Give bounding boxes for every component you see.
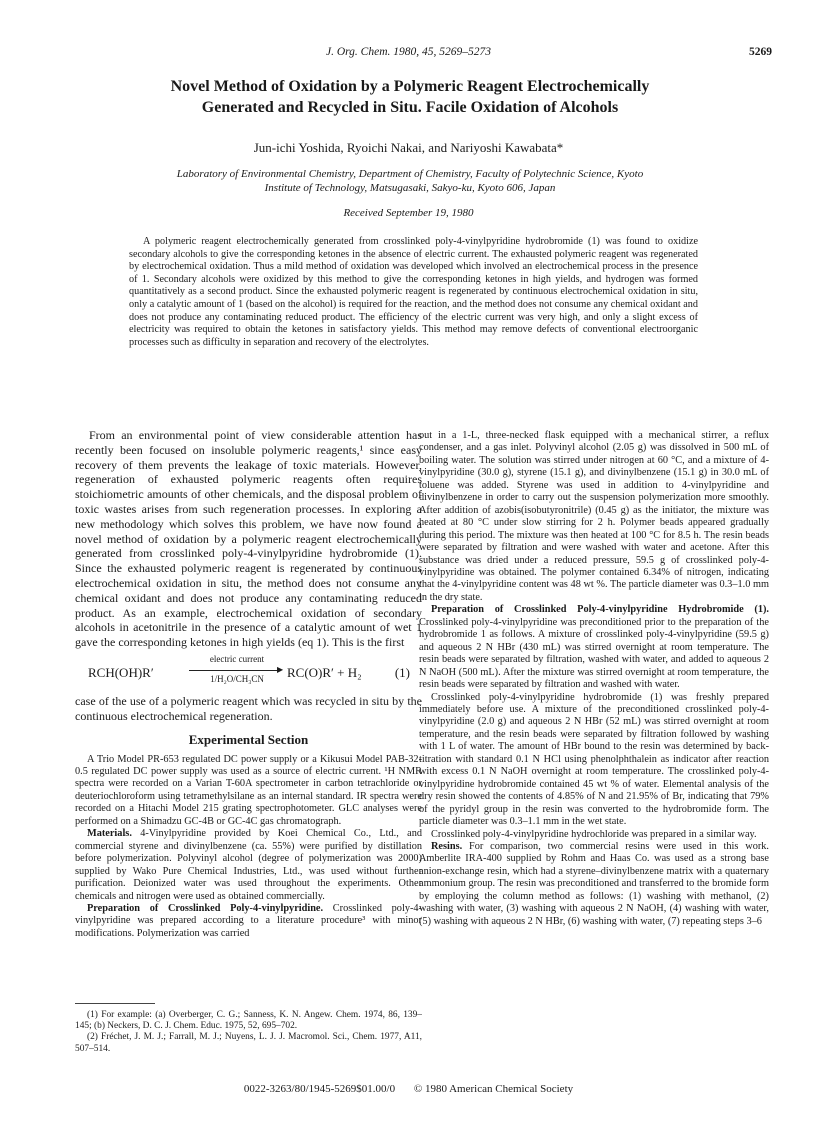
arrow-head-icon: ▶ xyxy=(277,664,284,674)
materials-heading: Materials. xyxy=(87,828,132,840)
preparation-hydrobromide-paragraph xyxy=(419,604,769,691)
affiliation-line-2: Institute of Technology, Matsugasaki, Sakyo-ku, Kyoto 606, Japan xyxy=(264,182,556,194)
preparation-hydrobromide-heading: Preparation of Crosslinked Poly-4-vinylpyridine Hydrobromide (1). xyxy=(431,604,769,616)
footnote-1: (1) For example: (a) Overberger, C. G.; Sanness, K. N. Angew. Chem. 1974, 86, 139–145; (b) Neckers, D. C. J. Chem. Educ. 1975, 52, 695–702. xyxy=(75,1010,422,1032)
equation-1 xyxy=(75,654,422,688)
running-head xyxy=(0,46,817,62)
right-paragraph-1: out in a 1-L, three-necked flask equipped with a mechanical stirrer, a reflux condenser, and a gas inlet. Polyvinyl alcohol (2.05 g) was dissolved in 500 mL of boiling water. The solution was stirred under nitrogen at 60 °C, and a mixture of 4-vinylpyridine (30.0 g), styrene (15.1 g), and divinylbenzene (15.1 g) in 30.0 mL of toluene was added. Styrene was used in addition to 4-vinylpyridine and divinylbenzene in order to carry out the suspension polymerization more smoothly. After addition of azobis(isobutyronitrile) (0.45 g) as the initiator, the mixture was heated at 80 °C under slow stirring for 2 h. Polymer beads appeared gradually during this period. The mixture was then heated at 100 °C for 8.5 h. The resin beads were separated by filtration and were washed with water and acetone. After this substance was dried under a reduced pressure, 59.5 g of crosslinked poly-4-vinylpyridine was obtained. The polymer contained 6.34% of nitrogen, indicating that the 4-vinylpyridine content was 48 wt %. The particle diameter was 0.3–1.0 mm in the dry state. xyxy=(419,430,769,603)
materials-text: 4-Vinylpyridine provided by Koei Chemical Co., Ltd., and commercial styrene and divinylbenzene (ca. 55%) were purified by distillation before polymerization. Polyvinyl alcohol (degree of polymerization was 2000) supplied by Wako Pure Chemical Industries, Ltd., was used without further purification. Deionized water was used throughout the experiments. Other chemicals and nitrogen were used as obtained commercially. xyxy=(75,828,422,902)
preparation-polymer-paragraph xyxy=(75,903,422,940)
left-column xyxy=(75,428,422,940)
arrow-line xyxy=(189,670,279,671)
resins-text: For comparison, two commercial resins were used in this work. Amberlite IRA-400 supplied by Rohm and Haas Co. was used as a strong base anion-exchange resin, which had a styrene–divinylbenzene matrix with a quaternary ammonium group. The resin was preconditioned and transferred to the bromide form by employing the column method as follows: (1) washing with methanol, (2) washing with water, (3) washing with aqueous 2 N NaOH, (4) washing with water, (5) washing with aqueous 2 N HBr, (6) washing with water, (7) repeating steps 3–6 xyxy=(419,840,769,927)
right-paragraph-3: Crosslinked poly-4-vinylpyridine hydrobromide (1) was freshly prepared immediately before use. A mixture of the preconditioned crosslinked poly-4-vinylpyridine (2.0 g) and aqueous 2 N HBr (52 mL) was stirred overnight at room temperature, and the resin beads were separated by filtration followed by washing with 1 L of water. The amount of HBr bound to the resin was determined by back-titration with standard 0.1 N HCl using phenolphthalein as indicator after reaction with excess 0.1 N NaOH overnight at room temperature. The crosslinked poly-4-vinylpyridine hydrobromide contained 45 wt % of water. Elemental analysis of the dry resin showed the contents of 4.85% of N and 21.95% of Br, indicating that 79% of the pyridyl group in the resin was converted to the hydrobromide form. The particle diameter was 0.3–1.1 mm in the wet state. xyxy=(419,691,769,828)
title-line-1: Novel Method of Oxidation by a Polymeric Reagent Electrochemically xyxy=(170,78,650,95)
preparation-polymer-heading: Preparation of Crosslinked Poly-4-vinylpyridine. xyxy=(87,902,324,914)
received-date: Received September 19, 1980 xyxy=(343,207,474,219)
footnotes xyxy=(75,1010,422,1055)
affiliation-line-1: Laboratory of Environmental Chemistry, Department of Chemistry, Faculty of Polytechnic Science, Kyoto xyxy=(176,168,644,180)
copyright-notice: © 1980 American Chemical Society xyxy=(413,1083,574,1095)
author-list: Jun-ichi Yoshida, Ryoichi Nakai, and Nariyoshi Kawabata* xyxy=(253,140,564,155)
arrow-condition-top: electric current xyxy=(209,653,265,664)
experimental-paragraph-1: A Trio Model PR-653 regulated DC power supply or a Kikusui Model PAB-32-0.5 regulated DC power supply was used as a source of electric current. ¹H NMR spectra were recorded on a Varian T-60A spectrometer in carbon tetrachloride or deuteriochloroform using tetramethylsilane as an internal standard. IR spectra were recorded on a Hitachi Model 215 grating spectrophotometer. GLC analyses were performed on a Shimadzu GC-4B or GC-4C gas chromatograph. xyxy=(75,753,422,827)
reaction-arrow xyxy=(189,654,285,688)
equation-number: (1) xyxy=(394,664,410,680)
footnote-2: (2) Fréchet, J. M. J.; Farrall, M. J.; Nuyens, L. J. J. Macromol. Sci., Chem. 1977, A11, 507–514. xyxy=(75,1032,422,1054)
affiliation xyxy=(130,167,690,195)
arrow-condition-bottom: 1/H₂O/CH₃CN xyxy=(210,673,264,684)
resins-paragraph xyxy=(419,841,769,928)
materials-paragraph xyxy=(75,828,422,903)
article-title xyxy=(80,76,740,118)
page-number: 5269 xyxy=(749,46,772,58)
resins-heading: Resins. xyxy=(431,840,463,852)
title-line-2: Generated and Recycled in Situ. Facile Oxidation of Alcohols xyxy=(201,99,619,116)
page-footer xyxy=(0,1083,817,1095)
intro-paragraph-1: From an environmental point of view considerable attention has recently been focused on insoluble polymeric reagents,¹ since easy recovery of them prevents the leakage of toxic materials. However, regeneration of exhausted polymeric reagents often requires stoichiometric amounts of other chemicals, and the disposal problem of toxic wastes arises from such regeneration processes. In exploring a new methodology which solves this problem, we have now found a novel method of oxidation by a polymeric reagent electrochemically generated from crosslinked poly-4-vinylpyridine hydrobromide (1). Since the exhausted polymeric reagent is regenerated by continuous electrochemical oxidation in situ, the method does not consume any chemical oxidant and does not produce any contaminating reduced product. As an example, electrochemical oxidation of secondary alcohols in acetonitrile in the presence of a catalytic amount of wet 1 gave the corresponding ketones in high yields (eq 1). This is the first xyxy=(75,428,422,650)
equation-reactant: RCH(OH)R′ xyxy=(88,664,154,680)
equation-products: RC(O)R′ + H₂ xyxy=(287,664,362,680)
journal-citation: J. Org. Chem. 1980, 45, 5269–5273 xyxy=(325,46,492,58)
article-code: 0022-3263/80/1945-5269$01.00/0 xyxy=(243,1083,396,1095)
preparation-polymer-text: Crosslinked poly-4-vinylpyridine was prepared according to a literature procedure³ with minor modifications. Polymerization was carried xyxy=(75,902,422,939)
abstract: A polymeric reagent electrochemically generated from crosslinked poly-4-vinylpyridine hydrobromide (1) was found to oxidize secondary alcohols to give the corresponding ketones in the absence of electric current. The exhausted polymeric reagent was regenerated by electrochemical oxidation. Thus a mild method of oxidation was developed which involved an electrochemical process in the presence of 1. Secondary alcohols were oxidized by this method to give the corresponding ketones in high yields, and hydrogen was formed quantitatively as a second product. Since the exhausted polymeric reagent is regenerated by continuous electrochemical oxidation in situ, only a catalytic amount of 1 (based on the alcohol) is required for the reaction, and the method does not consume any chemical oxidant and does not produce any contaminating reduced product. The efficiency of the electric current was very high, and only a slight excess of electricity was required to obtain the ketones in satisfactory yields. This method may remove defects of conventional electroorganic processes such as difficulty in separation and recovery of the electrolytes. xyxy=(129,236,698,348)
right-column xyxy=(419,430,769,928)
right-paragraph-4: Crosslinked poly-4-vinylpyridine hydrochloride was prepared in a similar way. xyxy=(431,828,757,840)
preparation-hydrobromide-text: Crosslinked poly-4-vinylpyridine was preconditioned prior to the preparation of the hydrobromide 1 as follows. A mixture of crosslinked poly-4-vinylpyridine (59.5 g) and aqueous 2 N HBr (430 mL) was stirred overnight at room temperature. The resin beads were separated by filtration, washed with water, and added to aqueous 2 N NaOH (500 mL). After the mixture was stirred overnight at room temperature, the resin beads were separated by filtration and washed with water. xyxy=(419,616,769,691)
section-heading-experimental: Experimental Section xyxy=(188,731,309,747)
footnote-rule xyxy=(75,1003,155,1004)
intro-paragraph-2: case of the use of a polymeric reagent which was recycled in situ by the continuous electrochemical regeneration. xyxy=(75,693,422,723)
